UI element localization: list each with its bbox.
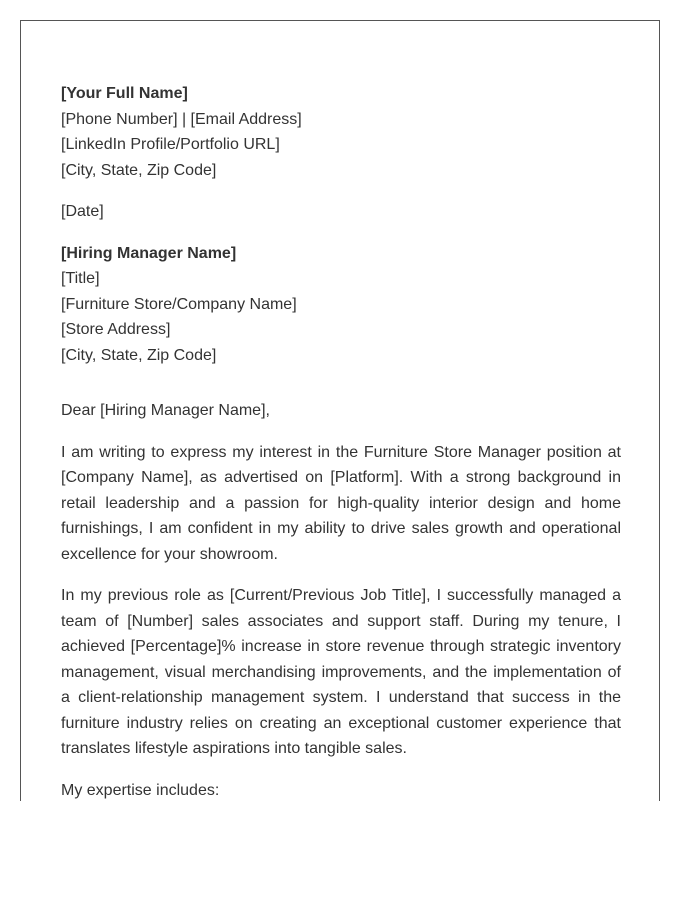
sender-location: [City, State, Zip Code] [61,161,217,179]
recipient-location: [City, State, Zip Code] [61,346,217,364]
recipient-title: [Title] [61,270,100,287]
date-block [61,199,621,225]
recipient-company: [Furniture Store/Company Name] [61,295,297,313]
body-paragraph-2: In my previous role as [Current/Previous Job Title], I successfully managed a team of [Number] sales associates and support staff. During my tenure, I achieved [Percentage]% increase in store revenue through strategic inventory management, visual merchandising improvements, and the implementation of a client-relationship management system. I understand that success in the furniture industry relies on creating an exceptional customer experience that translates lifestyle aspirations into tangible sales. [61,587,621,757]
sender-block [61,81,621,183]
letter-page [20,20,660,801]
sender-name: [Your Full Name] [61,85,188,102]
body-paragraph-3: My expertise includes: [61,781,220,799]
salutation: Dear [Hiring Manager Name], [61,402,270,419]
body-paragraph-1: I am writing to express my interest in the Furniture Store Manager position at [Company Name], as advertised on [Platform]. With a strong background in retail leadership and a passion for high-quality interior design and home furnishings, I am confident in my ability to drive sales growth and operational excellence for your showroom. [61,443,621,563]
recipient-name: [Hiring Manager Name] [61,244,237,262]
sender-linkedin: [LinkedIn Profile/Portfolio URL] [61,136,280,153]
letter-date: [Date] [61,203,104,220]
letter-content [61,81,621,801]
sender-contact: [Phone Number] | [Email Address] [61,110,302,128]
recipient-address: [Store Address] [61,321,171,338]
recipient-block [61,241,621,369]
